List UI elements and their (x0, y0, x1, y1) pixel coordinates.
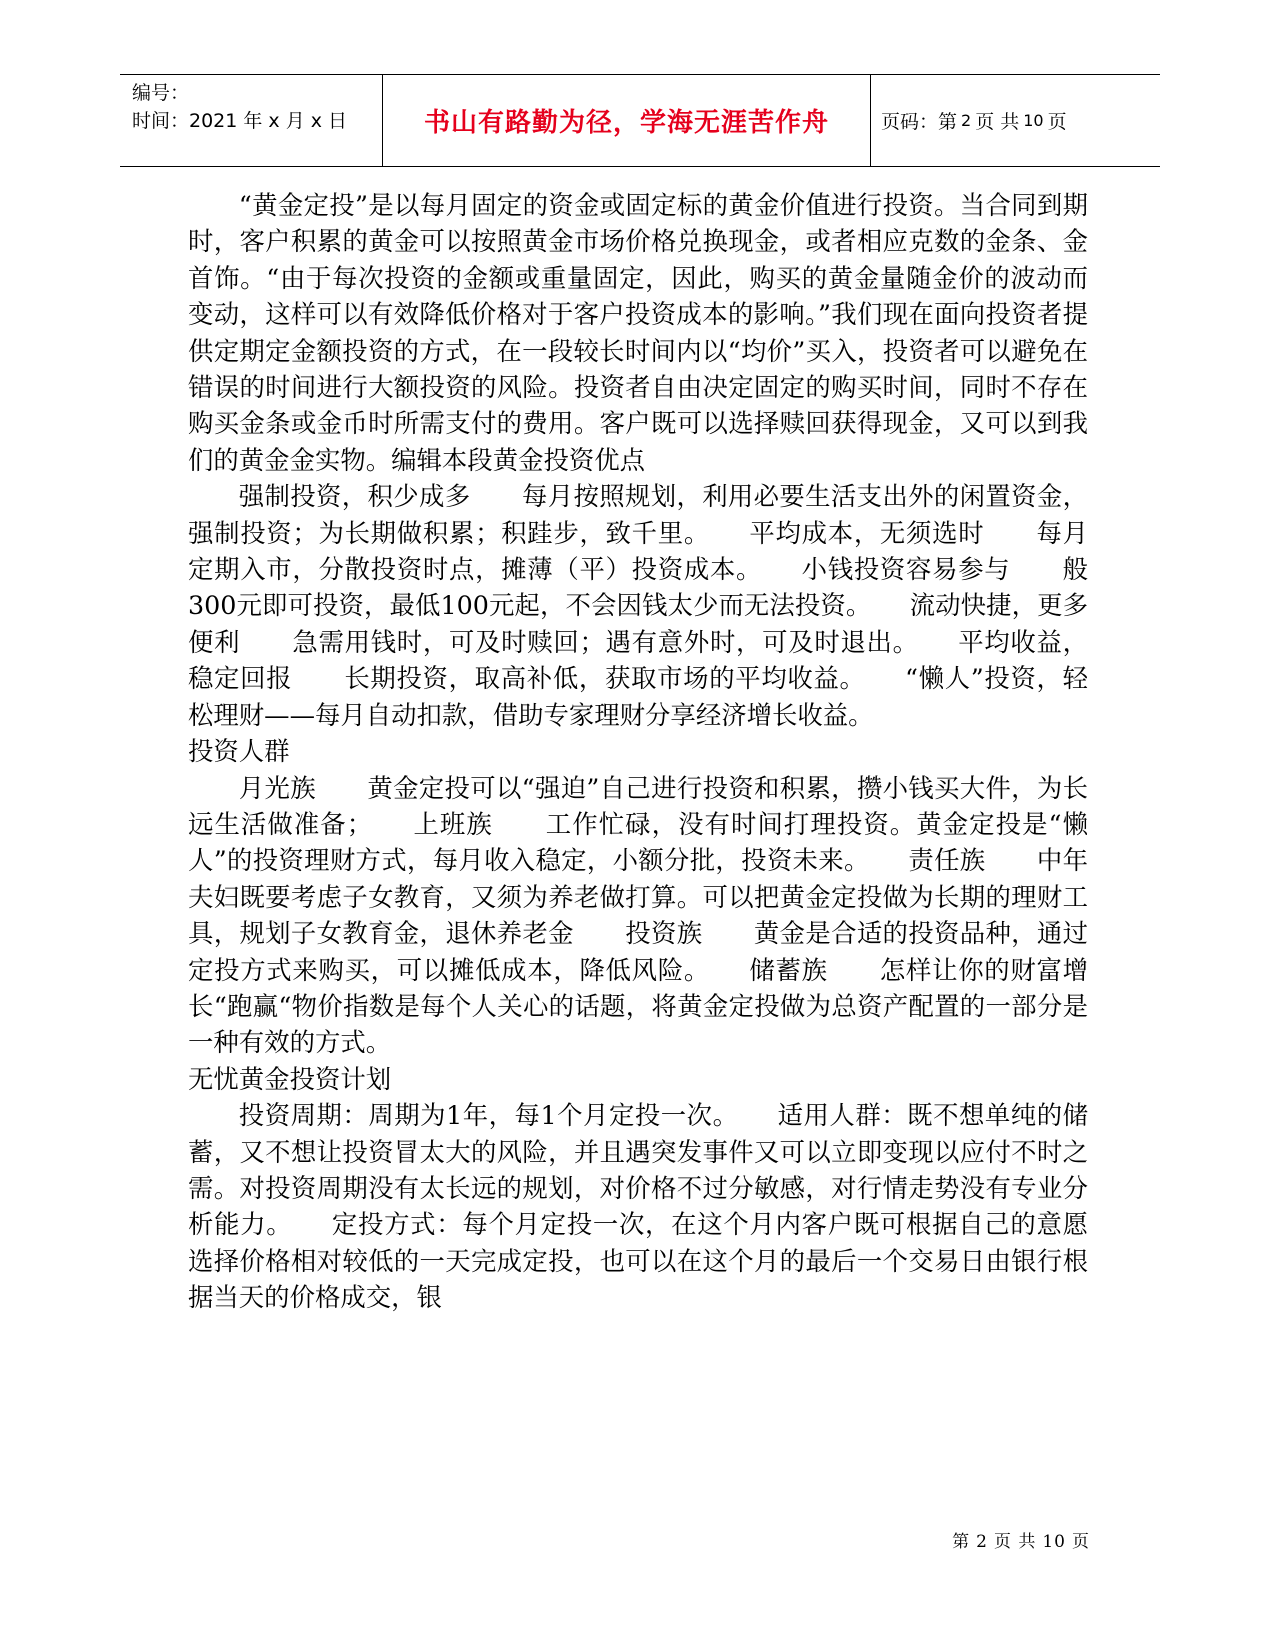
paragraph-investor-groups: 月光族 黄金定投可以“强迫”自己进行投资和积累，攒小钱买大件，为长远生活做准备； 上班族 工作忙碌，没有时间打理投资。黄金定投是“懒人”的投资理财方式，每月收入稳定，小额分批，投资未来。 责任族 中年夫妇既要考虑子女教育，又须为养老做打算。可以把黄金定投做为长期的理财工具，规划子女教育金，退休养老金 投资族 黄金是合适的投资品种，通过定投方式来购买，可以摊低成本，降低风险。 储蓄族 怎样让你的财富增长“跑赢“物价指数是每个人关心的话题，将黄金定投做为总资产配置的一部分是一种有效的方式。 (188, 772, 1088, 1058)
header-page-prefix: 页码：第 (881, 111, 958, 133)
paragraph-plan: 投资周期：周期为1年，每1个月定投一次。 适用人群：既不想单纯的储蓄，又不想让投资冒太大的风险，并且遇突发事件又可以立即变现以应付不时之需。对投资周期没有太长远的规划，对价格不过分敏感，对行情走势没有专业分析能力。 定投方式：每个月定投一次，在这个月内客户既可根据自己的意愿选择价格相对较低的一天完成定投，也可以在这个月的最后一个交易日由银行根据当天的价格成交，银 (188, 1100, 1088, 1313)
heading-investor-groups: 投资人群 (188, 736, 290, 767)
document-body (188, 187, 1088, 1316)
page-header (120, 74, 1160, 167)
date-label: 时间：2021 年 x 月 x 日 (132, 110, 348, 132)
header-page-total: 10 (1023, 111, 1044, 130)
heading-plan: 无忧黄金投资计划 (188, 1063, 392, 1094)
footer-page-total: 10 (1042, 1532, 1066, 1552)
paragraph-intro: “黄金定投”是以每月固定的资金或固定标的黄金价值进行投资。当合同到期时，客户积累的黄金可以按照黄金市场价格兑换现金，或者相应克数的金条、金首饰。“由于每次投资的金额或重量固定，因此，购买的黄金量随金价的波动而变动，这样可以有效降低价格对于客户投资成本的影响。”我们现在面向投资者提供定期定金额投资的方式，在一段较长时间内以“均价”买入，投资者可以避免在错误的时间进行大额投资的风险。投资者自由决定固定的购买时间，同时不存在购买金条或金币时所需支付的费用。客户既可以选择赎回获得现金，又可以到我们的黄金金实物。编辑本段黄金投资优点 (188, 190, 1088, 475)
footer-suffix: 页 (1072, 1532, 1090, 1552)
header-page-current: 2 (961, 111, 972, 130)
page-footer (952, 1527, 1090, 1552)
footer-mid: 页 共 (993, 1532, 1037, 1552)
header-motto: 书山有路勤为径，学海无涯苦作舟 (382, 75, 871, 166)
header-page-mid: 页 共 (975, 111, 1020, 133)
footer-prefix: 第 (952, 1532, 971, 1552)
serial-label: 编号： (132, 82, 190, 104)
paragraph-advantages: 强制投资，积少成多 每月按照规划，利用必要生活支出外的闲置资金，强制投资；为长期做积累；积跬步，致千里。 平均成本，无须选时 每月定期入市，分散投资时点，摊薄（平）投资成本。 小钱投资容易参与 般300元即可投资，最低100元起，不会因钱太少而无法投资。 流动快捷，更多便利 急需用钱时，可及时赎回；遇有意外时，可及时退出。 平均收益，稳定回报 长期投资，取高补低，获取市场的平均收益。 “懒人”投资，轻松理财——每月自动扣款，借助专家理财分享经济增长收益。 (188, 481, 1088, 730)
header-page-number (871, 75, 1160, 166)
header-page-suffix: 页 (1047, 111, 1067, 133)
footer-page-current: 2 (976, 1532, 988, 1552)
header-meta (120, 75, 382, 166)
